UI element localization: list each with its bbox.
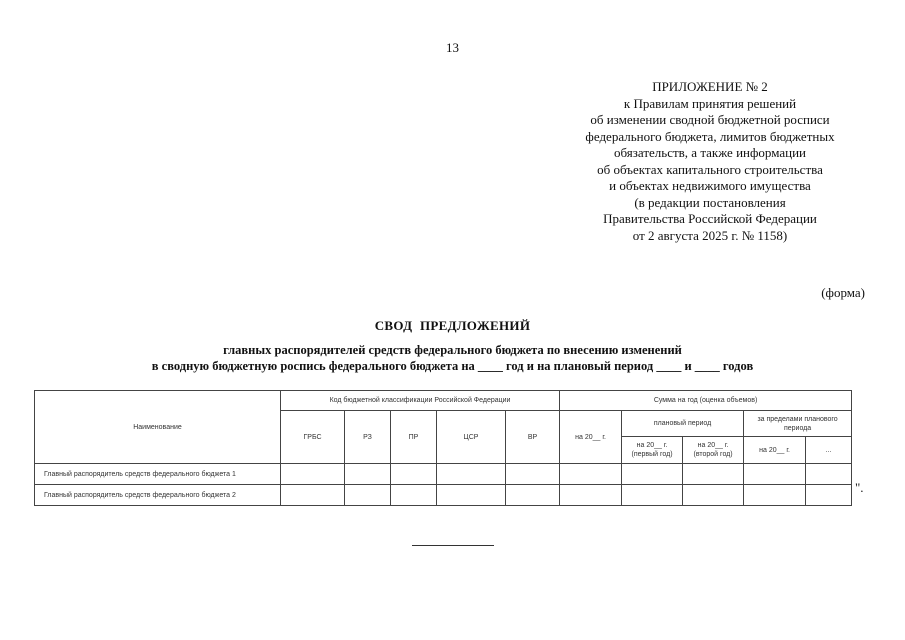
header-sum-group: Сумма на год (оценка объемов) xyxy=(560,391,852,411)
header-vr: ВР xyxy=(506,411,560,464)
table-cell xyxy=(744,485,806,506)
proposals-table xyxy=(34,390,852,506)
form-note: (форма) xyxy=(821,285,865,300)
appendix-line: об объектах капитального строительства xyxy=(597,161,823,177)
header-beyond-planning: за пределами планового периода xyxy=(744,411,852,437)
table-cell xyxy=(391,464,437,485)
appendix-line: Правительства Российской Федерации xyxy=(603,211,817,226)
header-planning-period: плановый период xyxy=(622,411,744,437)
appendix-line: ПРИЛОЖЕНИЕ № 2 xyxy=(652,79,768,94)
table-cell xyxy=(506,464,560,485)
table-cell xyxy=(281,464,345,485)
table-cell xyxy=(806,464,852,485)
table-cell xyxy=(806,485,852,506)
header-current-year: на 20__ г. xyxy=(560,411,622,464)
table-cell xyxy=(281,485,345,506)
header-rz: РЗ xyxy=(345,411,391,464)
table-row xyxy=(35,464,852,485)
table-cell xyxy=(437,485,506,506)
table-cell xyxy=(683,485,744,506)
document-title: СВОД ПРЕДЛОЖЕНИЙ xyxy=(374,318,531,333)
table-cell xyxy=(622,485,683,506)
appendix-line: федерального бюджета, лимитов бюджетных xyxy=(585,128,835,144)
header-csr: ЦСР xyxy=(437,411,506,464)
table-cell xyxy=(506,485,560,506)
header-beyond-year: на 20__ г. xyxy=(744,437,806,464)
table-row xyxy=(35,485,852,506)
footnote-separator xyxy=(412,545,494,546)
header-second-year: на 20__ г. (второй год) xyxy=(683,437,744,464)
header-grbs: ГРБС xyxy=(281,411,345,464)
closing-quote: ". xyxy=(855,480,864,495)
table-cell xyxy=(345,485,391,506)
row-name: Главный распорядитель средств федерального бюджета 1 xyxy=(35,464,281,485)
table-cell xyxy=(560,485,622,506)
header-name: Наименование xyxy=(35,391,281,464)
appendix-header xyxy=(540,79,880,244)
page-number: 13 xyxy=(446,40,459,55)
header-pr: ПР xyxy=(391,411,437,464)
appendix-line: от 2 августа 2025 г. № 1158) xyxy=(632,227,788,243)
header-ellipsis: ... xyxy=(806,437,852,464)
subtitle-line-1: главных распорядителей средств федерального бюджета по внесению изменений xyxy=(223,343,682,357)
appendix-line: обязательств, а также информации xyxy=(614,145,806,160)
table-cell xyxy=(683,464,744,485)
appendix-line: (в редакции постановления xyxy=(634,194,786,210)
header-code-group: Код бюджетной классификации Российской Федерации xyxy=(281,391,560,411)
appendix-line: об изменении сводной бюджетной росписи xyxy=(590,112,830,127)
appendix-line: к Правилам принятия решений xyxy=(623,95,797,111)
row-name: Главный распорядитель средств федерального бюджета 2 xyxy=(35,485,281,506)
table-cell xyxy=(345,464,391,485)
table-cell xyxy=(744,464,806,485)
header-first-year: на 20__ г. (первый год) xyxy=(622,437,683,464)
appendix-line: и объектах недвижимого имущества xyxy=(609,178,811,193)
table-cell xyxy=(560,464,622,485)
table-cell xyxy=(622,464,683,485)
table-cell xyxy=(391,485,437,506)
table-cell xyxy=(437,464,506,485)
subtitle-line-2: в сводную бюджетную роспись федерального бюджета на ____ год и на плановый период ____ и ____ годов xyxy=(151,359,754,373)
document-subtitle xyxy=(0,342,905,374)
